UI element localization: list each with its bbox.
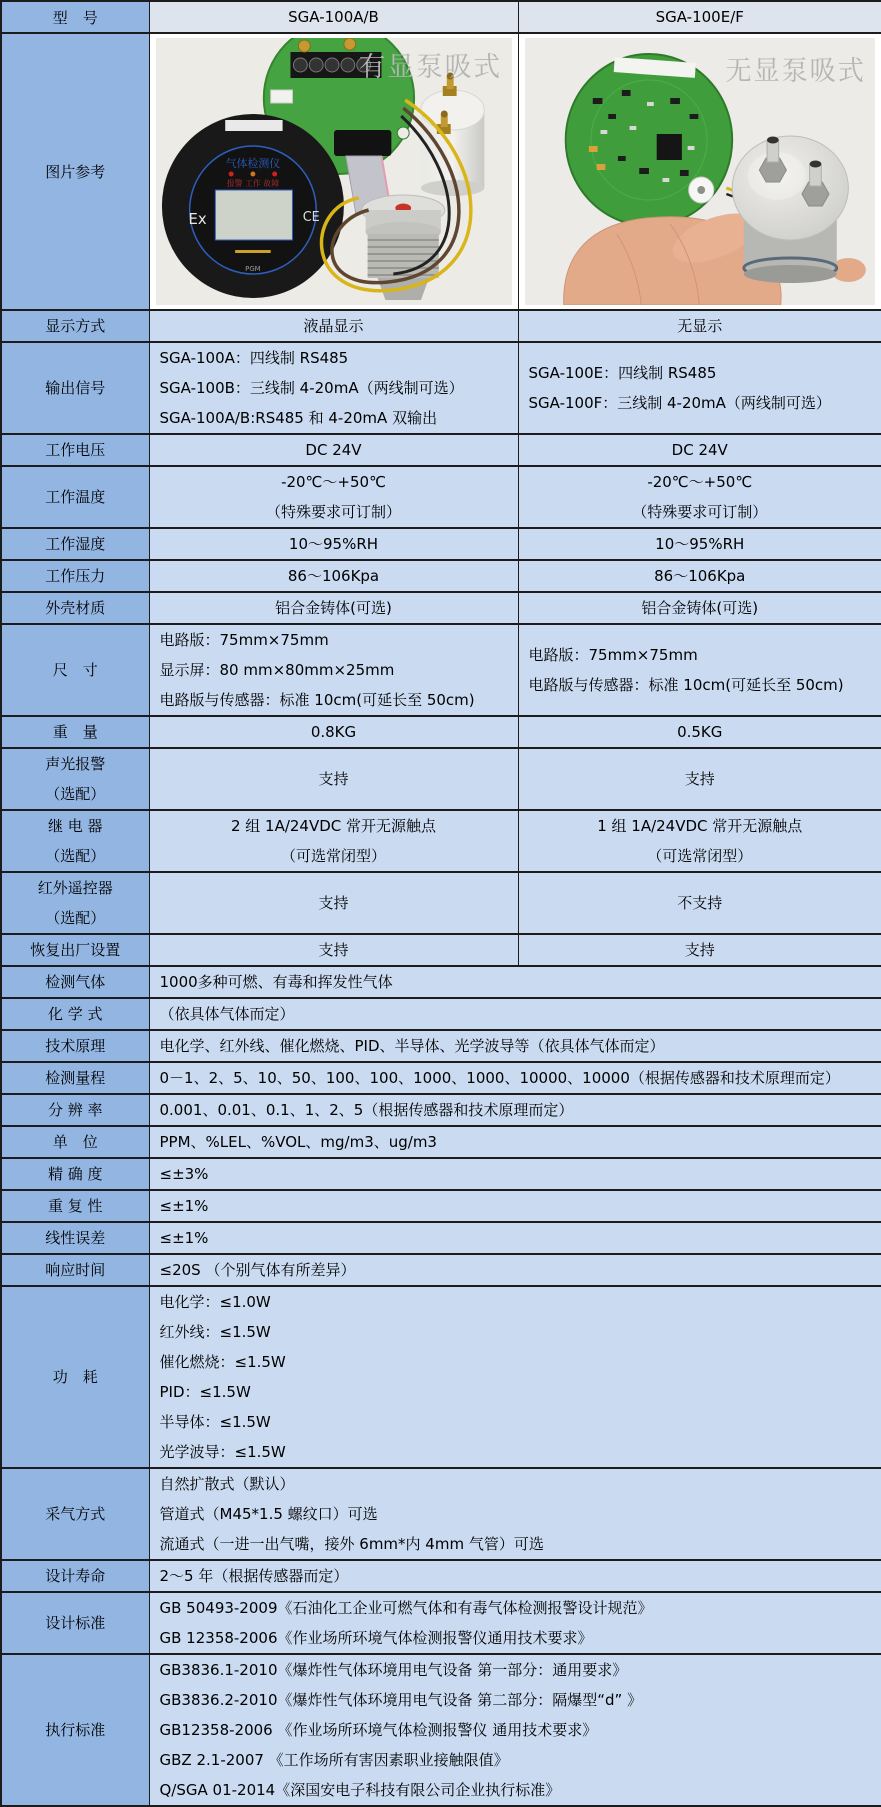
spec-value-line: （特殊要求可订制） [519,497,881,527]
row-label-line: 恢复出厂设置 [2,935,149,965]
spec-value-line: 1000多种可燃、有毒和挥发性气体 [160,967,876,997]
spec-value-cell [149,560,518,592]
row-label [1,1062,149,1094]
row-label-line: 工作温度 [2,482,149,512]
spec-value-line: 自然扩散式（默认） [160,1469,876,1499]
header-row [1,1,881,33]
spec-value-line: 支持 [150,935,518,965]
spec-value-cell [149,872,518,934]
fault-led [272,172,277,177]
spec-value-line: 86～106Kpa [519,561,881,591]
spec-value-line: 支持 [150,888,518,918]
spec-value-cell [149,1062,881,1094]
spec-value-line: 10～95%RH [150,529,518,559]
spec-value-cell [149,748,518,810]
row-label [1,1254,149,1286]
photo-illustration-right [525,38,876,305]
spec-value-line: 红外线：≤1.5W [160,1317,876,1347]
row-label-line: 执行标准 [2,1715,149,1745]
table-row [1,466,881,528]
table-row [1,966,881,998]
spec-value-cell [149,998,881,1030]
row-label-line: 单 位 [2,1127,149,1157]
spec-value-line: 0.5KG [519,717,881,747]
ce-mark-text: CE [302,210,319,225]
spec-value-line: 0.001、0.01、0.1、1、2、5（根据传感器和技术原理而定） [160,1095,876,1125]
row-label [1,1094,149,1126]
product-photo-sga100ab [156,38,512,305]
table-row [1,1222,881,1254]
spec-value-cell [518,716,881,748]
spec-value-line: 2 组 1A/24VDC 常开无源触点 [150,811,518,841]
row-label [1,934,149,966]
row-label-line: 尺 寸 [2,655,149,685]
spec-value-line: -20℃～+50℃ [519,467,881,497]
spec-value-cell [518,528,881,560]
spec-value-line: PID：≤1.5W [160,1377,876,1407]
spec-value-cell [149,466,518,528]
spec-value-line: GB 50493-2009《石油化工企业可燃气体和有毒气体检测报警设计规范》 [160,1593,876,1623]
work-led [250,172,255,177]
spec-value-line: 0.8KG [150,717,518,747]
spec-value-cell [149,1190,881,1222]
spec-value-cell [149,624,518,716]
table-row [1,310,881,342]
spec-value-line: 显示屏：80 mm×80mm×25mm [160,655,512,685]
table-row [1,1468,881,1560]
image-row [1,33,881,310]
led-labels-text: 报警 工作 故障 [226,178,278,188]
spec-value-line: GB3836.1-2010《爆炸性气体环境用电气设备 第一部分：通用要求》 [160,1655,876,1685]
row-label-line: 响应时间 [2,1255,149,1285]
row-label-line: 显示方式 [2,311,149,341]
table-row [1,528,881,560]
row-label [1,1222,149,1254]
row-label [1,1592,149,1654]
spec-value-line: 半导体：≤1.5W [160,1407,876,1437]
row-label-line: 工作压力 [2,561,149,591]
spec-value-line: 光学波导：≤1.5W [160,1437,876,1467]
row-label [1,810,149,872]
table-row [1,998,881,1030]
row-label-image: 图片参考 [1,33,149,310]
table-row [1,1094,881,1126]
row-label-line: 采气方式 [2,1499,149,1529]
spec-value-line: 铝合金铸体(可选) [519,593,881,623]
row-label-line: 声光报警 [2,749,149,779]
spec-value-line: 0－1、2、5、10、50、100、100、1000、1000、10000、10000（根据传感器和技术原理而定） [160,1063,876,1093]
spec-value-line: SGA-100F：三线制 4-20mA（两线制可选） [529,388,876,418]
row-label-line: （选配） [2,779,149,809]
row-label-line: （选配） [2,903,149,933]
row-label-line: 设计标准 [2,1608,149,1638]
spec-value-cell [149,592,518,624]
spec-value-line: 2～5 年（根据传感器而定） [160,1561,876,1591]
row-label [1,1286,149,1468]
row-label [1,624,149,716]
row-label [1,560,149,592]
row-label-line: 分 辨 率 [2,1095,149,1125]
spec-value-line: 电化学、红外线、催化燃烧、PID、半导体、光学波导等（依具体气体而定） [160,1031,876,1061]
header-model-label: 型 号 [1,1,149,33]
spec-value-cell [149,1468,881,1560]
row-label [1,998,149,1030]
row-label [1,1030,149,1062]
spec-value-line: 电路版与传感器：标准 10cm(可延长至 50cm) [529,670,876,700]
photo-cell-sga100ab [149,33,518,310]
spec-value-line: DC 24V [150,435,518,465]
row-label [1,434,149,466]
spec-value-line: 液晶显示 [150,311,518,341]
detector-title-text: 气体检测仪 [225,156,279,170]
row-label-line: 检测量程 [2,1063,149,1093]
spec-table-body [1,33,881,1806]
spec-value-line: -20℃～+50℃ [150,467,518,497]
spec-value-line: 支持 [150,764,518,794]
spec-value-cell [149,810,518,872]
spec-value-cell [149,310,518,342]
spec-value-cell [149,1254,881,1286]
spec-value-cell [518,560,881,592]
spec-value-line: 不支持 [519,888,881,918]
spec-value-line: SGA-100E：四线制 RS485 [529,358,876,388]
spec-value-line: DC 24V [519,435,881,465]
row-label-line: 工作湿度 [2,529,149,559]
pgm-label-text: PGM [245,265,261,273]
spec-value-cell [149,716,518,748]
spec-value-line: ≤20S （个别气体有所差异） [160,1255,876,1285]
table-row [1,1158,881,1190]
spec-value-cell [149,1592,881,1654]
table-row [1,1190,881,1222]
spec-value-line: 支持 [519,935,881,965]
spec-value-line: 催化燃烧：≤1.5W [160,1347,876,1377]
row-label [1,466,149,528]
black-connector [334,130,391,156]
lcd-gas-detector [161,114,343,298]
table-row [1,1560,881,1592]
row-label-line: 红外遥控器 [2,873,149,903]
spec-value-cell [518,342,881,434]
header-model-sga100ef: SGA-100E/F [518,1,881,33]
spec-value-line: （依具体气体而定） [160,999,876,1029]
spec-value-cell [518,748,881,810]
spec-value-line: SGA-100A：四线制 RS485 [160,343,512,373]
spec-value-line: SGA-100B：三线制 4-20mA（两线制可选） [160,373,512,403]
row-label [1,1158,149,1190]
spec-value-cell [149,1222,881,1254]
row-label-line: （选配） [2,841,149,871]
table-row [1,1126,881,1158]
spec-value-cell [149,1158,881,1190]
spec-value-line: Q/SGA 01-2014《深国安电子科技有限公司企业执行标准》 [160,1775,876,1805]
spec-value-line: GB 12358-2006《作业场所环境气体检测报警仪通用技术要求》 [160,1623,876,1653]
spec-value-cell [518,466,881,528]
row-label-line: 功 耗 [2,1362,149,1392]
spec-value-cell [149,1030,881,1062]
row-label [1,1560,149,1592]
row-label [1,1190,149,1222]
spec-value-cell [518,810,881,872]
spec-value-line: ≤±1% [160,1223,876,1253]
ic-chip [656,134,681,160]
spec-value-line: SGA-100A/B:RS485 和 4-20mA 双输出 [160,403,512,433]
row-label [1,1468,149,1560]
row-label-line: 外壳材质 [2,593,149,623]
photo-cell-sga100ef [518,33,881,310]
spec-value-cell [149,1560,881,1592]
spec-value-line: 电路版与传感器：标准 10cm(可延长至 50cm) [160,685,512,715]
row-label [1,1654,149,1806]
spec-value-line: PPM、%LEL、%VOL、mg/m3、ug/m3 [160,1127,876,1157]
ex-mark-text: Ex [188,210,206,228]
watermark-text-right: 无显泵吸式 [725,56,865,87]
spec-value-cell [518,934,881,966]
row-label [1,310,149,342]
row-label-line: 化 学 式 [2,999,149,1029]
spec-value-cell [518,310,881,342]
spec-value-line: 电路版：75mm×75mm [160,625,512,655]
spec-value-line: 支持 [519,764,881,794]
spec-value-cell [149,528,518,560]
spec-value-cell [518,592,881,624]
spec-value-cell [518,434,881,466]
spec-value-cell [149,1286,881,1468]
table-row [1,872,881,934]
spec-value-line: ≤±1% [160,1191,876,1221]
table-row [1,1254,881,1286]
row-label [1,716,149,748]
spec-value-line: 10～95%RH [519,529,881,559]
spec-value-cell [518,872,881,934]
spec-value-cell [149,966,881,998]
table-row [1,1654,881,1806]
alarm-led [228,172,233,177]
gold-bolt [343,38,355,50]
spec-value-line: 无显示 [519,311,881,341]
spec-value-cell [149,434,518,466]
row-label-line: 设计寿命 [2,1561,149,1591]
row-label-line: 重 量 [2,717,149,747]
table-row [1,592,881,624]
spec-value-line: （可选常闭型） [150,841,518,871]
table-row [1,342,881,434]
photo-illustration-left [156,38,512,305]
spec-value-line: 铝合金铸体(可选) [150,593,518,623]
row-label-line: 重 复 性 [2,1191,149,1221]
row-label-line: 技术原理 [2,1031,149,1061]
row-label-line: 输出信号 [2,373,149,403]
row-label [1,748,149,810]
row-label [1,1126,149,1158]
spec-value-line: GB12358-2006 《作业场所环境气体检测报警仪 通用技术要求》 [160,1715,876,1745]
table-row [1,748,881,810]
row-label [1,592,149,624]
table-row [1,434,881,466]
table-row [1,1062,881,1094]
gold-bolt [298,40,310,52]
product-photo-sga100ef [525,38,876,305]
watermark-text-left: 有显泵吸式 [358,52,501,83]
spec-value-line: GBZ 2.1-2007 《工作场所有害因素职业接触限值》 [160,1745,876,1775]
spec-value-cell [149,1654,881,1806]
row-label-line: 继 电 器 [2,811,149,841]
spec-value-cell [149,1126,881,1158]
table-row [1,560,881,592]
table-row [1,1286,881,1468]
spec-value-line: ≤±3% [160,1159,876,1189]
table-row [1,1030,881,1062]
spec-value-cell [149,934,518,966]
spec-value-line: 流通式（一进一出气嘴，接外 6mm*内 4mm 气管）可选 [160,1529,876,1559]
spec-value-cell [518,624,881,716]
spec-value-line: （特殊要求可订制） [150,497,518,527]
row-label [1,342,149,434]
spec-value-cell [149,342,518,434]
spec-value-line: （可选常闭型） [519,841,881,871]
spec-value-line: 电路版：75mm×75mm [529,640,876,670]
spec-value-cell [149,1094,881,1126]
sensor-cylinder [732,136,848,283]
header-model-sga100ab: SGA-100A/B [149,1,518,33]
spec-value-line: 86～106Kpa [150,561,518,591]
lcd-screen [215,190,292,240]
spec-value-line: GB3836.2-2010《爆炸性气体环境用电气设备 第二部分：隔爆型“d” 》 [160,1685,876,1715]
table-row [1,934,881,966]
row-label [1,872,149,934]
white-connector [270,90,292,103]
spec-value-line: 1 组 1A/24VDC 常开无源触点 [519,811,881,841]
row-label [1,528,149,560]
table-row [1,810,881,872]
row-label-line: 精 确 度 [2,1159,149,1189]
table-row [1,624,881,716]
row-label-line: 工作电压 [2,435,149,465]
row-label [1,966,149,998]
row-label-line: 检测气体 [2,967,149,997]
table-row [1,716,881,748]
spec-value-line: 管道式（M45*1.5 螺纹口）可选 [160,1499,876,1529]
table-row [1,1592,881,1654]
device-sticker [225,120,282,131]
row-label-line: 线性误差 [2,1223,149,1253]
spec-value-line: 电化学：≤1.0W [160,1287,876,1317]
